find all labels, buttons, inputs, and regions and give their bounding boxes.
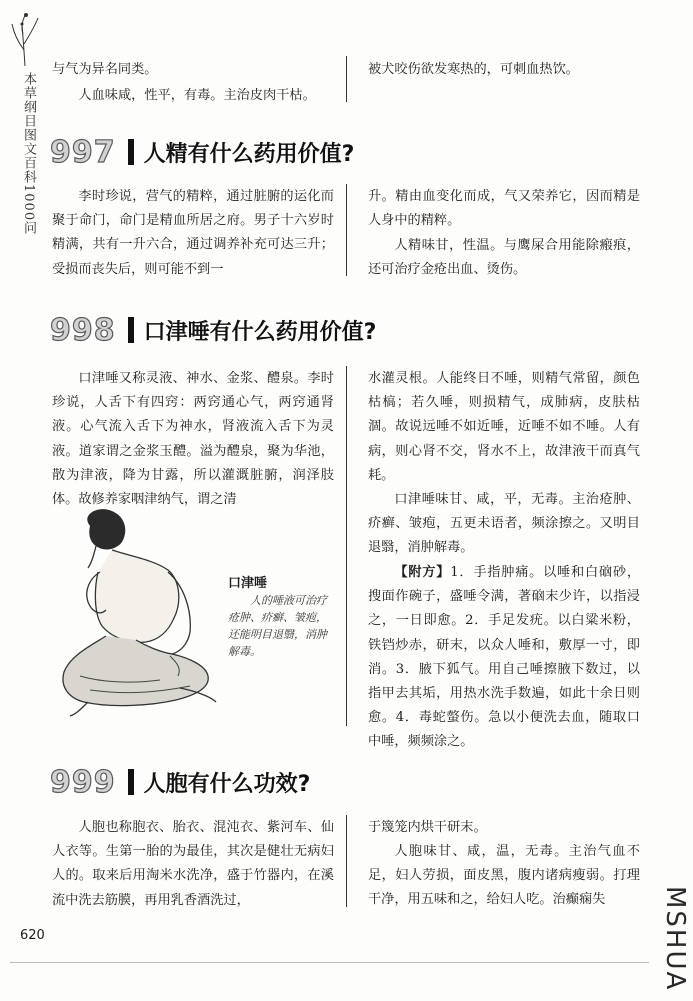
question-number: 998 xyxy=(50,312,116,348)
sec997-right-1: 升。精由血变化而成，气又荣养它，因而精是人身中的精粹。 xyxy=(368,189,640,229)
heading-bar xyxy=(128,769,134,795)
orchid-logo-icon xyxy=(10,10,40,68)
watermark: MSHUA xyxy=(660,886,690,992)
book-title: 本草纲目图文百科1000问 xyxy=(21,72,36,236)
question-number: 997 xyxy=(50,134,116,170)
fang-text: 1．手指肿痛。以唾和白硇砂，搜面作碗子，盛唾令满，著硇末少许，以指浸之，一日即愈。2．手足发疣。以白粱米粉，铁铛炒赤，研末，以众人唾和，敷厚一寸，即消。3．腋下狐气。用自己唾擦腋下数过，以指甲去其垢，用热水洗手数遍，如此十余日则愈。4．毒蛇螫伤。急以小便洗去血，随取口中唾，频频涂之。 xyxy=(368,565,641,750)
sec997-left: 李时珍说，营气的精粹，通过脏腑的运化而聚于命门，命门是精血所居之府。男子十六岁时精满，共有一升六合，通过调养补充可达三升；受损而丧失后，则可能不到一 xyxy=(52,189,334,277)
prev-text-1: 与气为异名同类。 xyxy=(52,62,158,77)
sec999-left: 人胞也称胞衣、胎衣、混沌衣、紫河车、仙人衣等。生第一胎的为最佳，其次是健壮无病妇人的。取来后用淘米水洗净，盛于竹器内，在溪流中洗去筋膜，再用乳香酒洗过， xyxy=(52,820,334,908)
sec998-left: 口津唾又称灵液、神水、金浆、醴泉。李时珍说，人舌下有四窍：两窍通心气，两窍通肾液。心气流入舌下为神水，肾液流入舌下为灵液。道家谓之金浆玉醴。溢为醴泉，聚为华池，散为津液，降为甘露，所以灌溉脏腑，润泽肢体。故修养家咽津纳气，谓之清 xyxy=(52,371,334,508)
sec998-right-3 xyxy=(368,561,640,755)
kneeling-figure-illustration xyxy=(50,506,220,721)
sec999-right-2: 人胞味甘、咸，温，无毒。主治气血不足，妇人劳损，面皮黑，腹内诸病瘦弱。打理干净，用五味和之，给妇人吃。治癫痫失 xyxy=(368,844,640,908)
column-divider xyxy=(346,184,347,276)
sec999-right-1: 于篾笼内烘干研末。 xyxy=(368,820,487,835)
sec997-right-2: 人精味甘，性温。与鹰屎合用能除瘢痕，还可治疗金疮出血、烫伤。 xyxy=(368,238,640,278)
column-divider xyxy=(346,815,347,907)
column-divider xyxy=(346,56,347,102)
sec998-right-1: 水灌灵根。人能终日不唾，则精气常留，颜色枯槁；若久唾，则损精气，成肺病，皮肤枯涸。故说远唾不如近唾，近唾不如不唾。人有病，则心肾不交，肾水不上，故津液干而真气耗。 xyxy=(368,371,640,483)
caption-title: 口津唾 xyxy=(228,576,268,591)
section-heading-997 xyxy=(50,132,354,172)
page-number: 620 xyxy=(20,928,45,943)
question-title: 人胞有什么功效? xyxy=(143,771,311,797)
question-title: 人精有什么药用价值? xyxy=(143,141,355,167)
section-heading-999 xyxy=(50,762,310,802)
heading-bar xyxy=(128,317,134,343)
prev-text-right: 被犬咬伤欲发寒热的，可刺血热饮。 xyxy=(368,62,579,77)
heading-bar xyxy=(128,139,134,165)
question-title: 口津唾有什么药用价值? xyxy=(143,319,377,345)
section-heading-998 xyxy=(50,310,376,350)
question-number: 999 xyxy=(50,764,116,800)
prev-text-2: 人血味咸，性平，有毒。主治皮肉干枯。 xyxy=(78,88,316,103)
fang-label: 【附方】 xyxy=(394,565,451,580)
caption-text: 人的唾液可治疗疮肿、疥癣、皱疱，还能明目退翳，消肿解毒。 xyxy=(228,594,327,658)
column-divider xyxy=(346,366,347,726)
sec998-right-2: 口津唾味甘、咸，平，无毒。主治疮肿、疥癣、皱疱，五更未语者，频涂擦之。又明目退翳，消肿解毒。 xyxy=(368,492,640,556)
footer-rule xyxy=(10,962,649,963)
